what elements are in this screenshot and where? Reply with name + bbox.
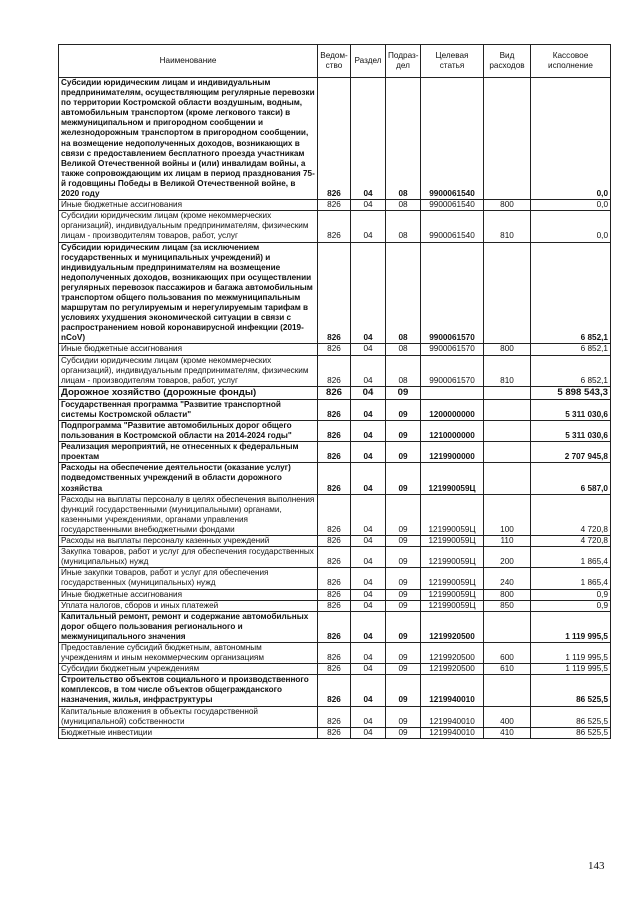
cell-target-article: 1200000000 <box>421 399 484 420</box>
cell-name: Уплата налогов, сборов и иных платежей <box>59 600 318 611</box>
cell-section: 04 <box>351 211 386 242</box>
cell-target-article: 9900061570 <box>421 242 484 344</box>
cell-department: 826 <box>318 242 351 344</box>
cell-name: Субсидии юридическим лицам (кроме некоммерческих организаций), индивидуальным предпринимателям, физическим лицам - производителям товаров, работ, услуг <box>59 211 318 242</box>
cell-expense-type: 800 <box>484 344 531 355</box>
cell-target-article: 1210000000 <box>421 421 484 442</box>
table-row <box>59 78 611 200</box>
table-row <box>59 706 611 727</box>
cell-section: 04 <box>351 355 386 386</box>
cell-department: 826 <box>318 600 351 611</box>
cell-subsection: 09 <box>386 568 421 589</box>
cell-section: 04 <box>351 494 386 535</box>
table-row <box>59 611 611 642</box>
cell-expense-type <box>484 611 531 642</box>
table-row <box>59 675 611 706</box>
table-row <box>59 664 611 675</box>
cell-cash-execution: 4 720,8 <box>531 536 611 547</box>
cell-section: 04 <box>351 78 386 200</box>
cell-subsection: 09 <box>386 611 421 642</box>
cell-expense-type <box>484 675 531 706</box>
cell-cash-execution: 1 119 995,5 <box>531 611 611 642</box>
cell-subsection: 08 <box>386 200 421 211</box>
cell-name: Капитальный ремонт, ремонт и содержание автомобильных дорог общего пользования регионального и межмуниципального значения <box>59 611 318 642</box>
table-row <box>59 727 611 738</box>
cell-name: Государственная программа "Развитие транспортной системы Костромской области" <box>59 399 318 420</box>
cell-name: Расходы на выплаты персоналу в целях обеспечения выполнения функций государственными (муниципальными) органами, казенными учреждениями, органами управления государственными внебюджетными фондами <box>59 494 318 535</box>
cell-expense-type: 110 <box>484 536 531 547</box>
cell-name: Расходы на обеспечение деятельности (оказание услуг) подведомственных учреждений в области дорожного хозяйства <box>59 463 318 494</box>
header-name: Наименование <box>59 45 318 78</box>
table-row <box>59 589 611 600</box>
cell-expense-type: 200 <box>484 547 531 568</box>
cell-subsection: 08 <box>386 355 421 386</box>
cell-target-article: 1219940010 <box>421 727 484 738</box>
cell-target-article: 1219940010 <box>421 675 484 706</box>
cell-name: Подпрограмма "Развитие автомобильных дорог общего пользования в Костромской области на 2014-2024 годы" <box>59 421 318 442</box>
cell-cash-execution: 86 525,5 <box>531 675 611 706</box>
table-row <box>59 242 611 344</box>
cell-target-article: 121990059Ц <box>421 547 484 568</box>
cell-cash-execution: 1 865,4 <box>531 547 611 568</box>
cell-target-article: 1219920500 <box>421 611 484 642</box>
cell-target-article: 1219920500 <box>421 664 484 675</box>
cell-target-article: 9900061570 <box>421 355 484 386</box>
table-body <box>59 78 611 739</box>
cell-name: Субсидии бюджетным учреждениям <box>59 664 318 675</box>
cell-name: Бюджетные инвестиции <box>59 727 318 738</box>
cell-cash-execution: 6 852,1 <box>531 355 611 386</box>
cell-name: Субсидии юридическим лицам (кроме некоммерческих организаций), индивидуальным предпринимателям, физическим лицам - производителям товаров, работ, услуг <box>59 355 318 386</box>
cell-department: 826 <box>318 386 351 399</box>
cell-cash-execution: 0,9 <box>531 589 611 600</box>
cell-subsection: 09 <box>386 386 421 399</box>
cell-section: 04 <box>351 463 386 494</box>
table-row <box>59 547 611 568</box>
cell-name: Иные бюджетные ассигнования <box>59 344 318 355</box>
cell-subsection: 09 <box>386 463 421 494</box>
table-row <box>59 344 611 355</box>
cell-target-article: 9900061570 <box>421 344 484 355</box>
cell-department: 826 <box>318 664 351 675</box>
cell-department: 826 <box>318 211 351 242</box>
cell-target-article: 1219940010 <box>421 706 484 727</box>
cell-department: 826 <box>318 547 351 568</box>
cell-target-article: 121990059Ц <box>421 589 484 600</box>
cell-cash-execution: 5 898 543,3 <box>531 386 611 399</box>
cell-target-article: 9900061540 <box>421 78 484 200</box>
cell-name: Иные закупки товаров, работ и услуг для обеспечения государственных (муниципальных) нужд <box>59 568 318 589</box>
table-row <box>59 200 611 211</box>
cell-section: 04 <box>351 642 386 663</box>
table-row <box>59 386 611 399</box>
cell-cash-execution: 1 119 995,5 <box>531 642 611 663</box>
cell-expense-type <box>484 421 531 442</box>
cell-subsection: 09 <box>386 706 421 727</box>
cell-name: Иные бюджетные ассигнования <box>59 589 318 600</box>
cell-name: Дорожное хозяйство (дорожные фонды) <box>59 386 318 399</box>
cell-name: Закупка товаров, работ и услуг для обеспечения государственных (муниципальных) нужд <box>59 547 318 568</box>
cell-expense-type <box>484 442 531 463</box>
table-row <box>59 421 611 442</box>
cell-target-article: 9900061540 <box>421 200 484 211</box>
cell-department: 826 <box>318 399 351 420</box>
table-row <box>59 642 611 663</box>
cell-department: 826 <box>318 494 351 535</box>
cell-target-article: 121990059Ц <box>421 568 484 589</box>
cell-cash-execution: 86 525,5 <box>531 706 611 727</box>
cell-name: Иные бюджетные ассигнования <box>59 200 318 211</box>
cell-department: 826 <box>318 536 351 547</box>
cell-subsection: 08 <box>386 211 421 242</box>
cell-name: Субсидии юридическим лицам и индивидуальным предпринимателям, осуществляющим регулярные перевозки по территории Костромской области воздушным, водным, автомобильным транспортом (кроме легкового такси) в межмуниципальном и пригородном сообщении и железнодорожным транспортом в пригородном сообщении, на возмещение недополученных доходов, возникающих в связи с предоставлением бесплатного проезда участникам Великой Отечественной войны и (или) инвалидам войны, а также сопровождающим их лицам в период празднования 75-й годовщины Победы в Великой Отечественной войне, в 2020 году <box>59 78 318 200</box>
cell-section: 04 <box>351 536 386 547</box>
table-row <box>59 442 611 463</box>
cell-cash-execution: 6 852,1 <box>531 344 611 355</box>
cell-section: 04 <box>351 386 386 399</box>
cell-section: 04 <box>351 242 386 344</box>
table-row <box>59 536 611 547</box>
cell-subsection: 09 <box>386 494 421 535</box>
cell-expense-type <box>484 463 531 494</box>
cell-cash-execution: 0,9 <box>531 600 611 611</box>
cell-section: 04 <box>351 664 386 675</box>
cell-department: 826 <box>318 568 351 589</box>
cell-subsection: 08 <box>386 344 421 355</box>
header-cash-execution: Кассовое исполнение <box>531 45 611 78</box>
cell-cash-execution: 1 865,4 <box>531 568 611 589</box>
table-row <box>59 355 611 386</box>
cell-name: Капитальные вложения в объекты государственной (муниципальной) собственности <box>59 706 318 727</box>
cell-subsection: 09 <box>386 547 421 568</box>
table-row <box>59 600 611 611</box>
cell-subsection: 09 <box>386 442 421 463</box>
cell-department: 826 <box>318 675 351 706</box>
cell-expense-type: 800 <box>484 589 531 600</box>
table-header-row <box>59 45 611 78</box>
cell-target-article: 121990059Ц <box>421 494 484 535</box>
cell-target-article <box>421 386 484 399</box>
cell-name: Расходы на выплаты персоналу казенных учреждений <box>59 536 318 547</box>
header-target-article: Целевая статья <box>421 45 484 78</box>
cell-expense-type: 400 <box>484 706 531 727</box>
budget-execution-table <box>58 44 611 739</box>
cell-expense-type: 810 <box>484 355 531 386</box>
cell-target-article: 1219920500 <box>421 642 484 663</box>
cell-department: 826 <box>318 642 351 663</box>
cell-target-article: 121990059Ц <box>421 463 484 494</box>
cell-expense-type: 410 <box>484 727 531 738</box>
cell-section: 04 <box>351 547 386 568</box>
table-row <box>59 463 611 494</box>
cell-subsection: 08 <box>386 242 421 344</box>
cell-cash-execution: 6 587,0 <box>531 463 611 494</box>
cell-section: 04 <box>351 600 386 611</box>
cell-section: 04 <box>351 200 386 211</box>
table-row <box>59 568 611 589</box>
cell-cash-execution: 86 525,5 <box>531 727 611 738</box>
cell-target-article: 1219900000 <box>421 442 484 463</box>
header-expense-type: Вид расходов <box>484 45 531 78</box>
cell-department: 826 <box>318 421 351 442</box>
cell-cash-execution: 0,0 <box>531 78 611 200</box>
cell-department: 826 <box>318 706 351 727</box>
cell-subsection: 09 <box>386 600 421 611</box>
cell-section: 04 <box>351 399 386 420</box>
cell-department: 826 <box>318 78 351 200</box>
cell-subsection: 09 <box>386 642 421 663</box>
cell-department: 826 <box>318 442 351 463</box>
cell-expense-type: 800 <box>484 200 531 211</box>
cell-cash-execution: 5 311 030,6 <box>531 399 611 420</box>
cell-department: 826 <box>318 611 351 642</box>
cell-target-article: 121990059Ц <box>421 536 484 547</box>
cell-department: 826 <box>318 463 351 494</box>
cell-section: 04 <box>351 706 386 727</box>
cell-cash-execution: 2 707 945,8 <box>531 442 611 463</box>
cell-subsection: 09 <box>386 727 421 738</box>
cell-section: 04 <box>351 675 386 706</box>
header-subsection: Подраз-дел <box>386 45 421 78</box>
cell-expense-type <box>484 386 531 399</box>
cell-department: 826 <box>318 200 351 211</box>
cell-expense-type: 810 <box>484 211 531 242</box>
cell-department: 826 <box>318 589 351 600</box>
cell-department: 826 <box>318 727 351 738</box>
cell-department: 826 <box>318 355 351 386</box>
cell-target-article: 9900061540 <box>421 211 484 242</box>
table-row <box>59 399 611 420</box>
cell-section: 04 <box>351 611 386 642</box>
table-row <box>59 211 611 242</box>
cell-name: Предоставление субсидий бюджетным, автономным учреждениям и иным некоммерческим организациям <box>59 642 318 663</box>
cell-expense-type: 610 <box>484 664 531 675</box>
cell-section: 04 <box>351 589 386 600</box>
cell-expense-type: 100 <box>484 494 531 535</box>
cell-cash-execution: 5 311 030,6 <box>531 421 611 442</box>
cell-section: 04 <box>351 344 386 355</box>
cell-subsection: 09 <box>386 589 421 600</box>
cell-expense-type: 240 <box>484 568 531 589</box>
header-section: Раздел <box>351 45 386 78</box>
cell-cash-execution: 6 852,1 <box>531 242 611 344</box>
cell-cash-execution: 0,0 <box>531 200 611 211</box>
cell-cash-execution: 0,0 <box>531 211 611 242</box>
cell-subsection: 09 <box>386 664 421 675</box>
cell-expense-type: 850 <box>484 600 531 611</box>
cell-target-article: 121990059Ц <box>421 600 484 611</box>
cell-subsection: 09 <box>386 675 421 706</box>
cell-section: 04 <box>351 421 386 442</box>
cell-name: Строительство объектов социального и производственного комплексов, в том числе объектов общегражданского назначения, жилья, инфраструктуры <box>59 675 318 706</box>
page-number: 143 <box>588 860 605 872</box>
cell-section: 04 <box>351 727 386 738</box>
header-department: Ведом-ство <box>318 45 351 78</box>
cell-expense-type <box>484 399 531 420</box>
cell-subsection: 09 <box>386 536 421 547</box>
cell-expense-type: 600 <box>484 642 531 663</box>
cell-subsection: 09 <box>386 421 421 442</box>
cell-name: Реализация мероприятий, не отнесенных к федеральным проектам <box>59 442 318 463</box>
cell-expense-type <box>484 242 531 344</box>
table-row <box>59 494 611 535</box>
cell-expense-type <box>484 78 531 200</box>
cell-cash-execution: 1 119 995,5 <box>531 664 611 675</box>
cell-subsection: 08 <box>386 78 421 200</box>
cell-section: 04 <box>351 442 386 463</box>
cell-name: Субсидии юридическим лицам (за исключением государственных и муниципальных учреждений) и индивидуальным предпринимателям на возмещение недополученных доходов, возникающих при осуществлении регулярных перевозок пассажиров и багажа автомобильным транспортом общего пользования по межмуниципальным маршрутам по регулируемым и нерегулируемым тарифам в условиях ухудшения экономической ситуации в связи с распространением новой коронавирусной инфекции (2019-nCoV) <box>59 242 318 344</box>
cell-section: 04 <box>351 568 386 589</box>
cell-subsection: 09 <box>386 399 421 420</box>
cell-cash-execution: 4 720,8 <box>531 494 611 535</box>
cell-department: 826 <box>318 344 351 355</box>
